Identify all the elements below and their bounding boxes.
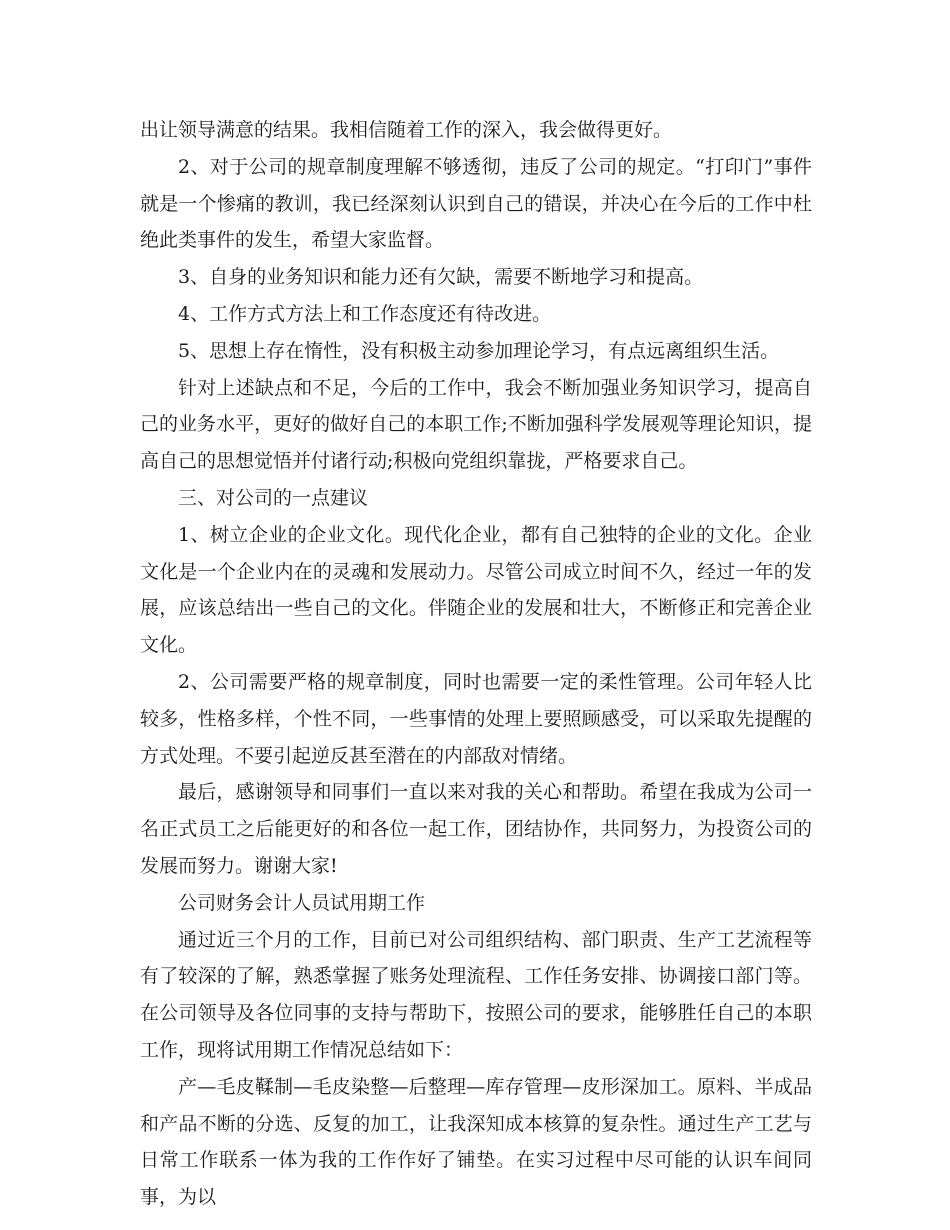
paragraph-continuation: 出让领导满意的结果。我相信随着工作的深入，我会做得更好。 [140,119,673,141]
paragraph-item-3: 3、自身的业务知识和能力还有欠缺，需要不断地学习和提高。 [178,266,704,289]
paragraph-closing: 最后，感谢领导和同事们一直以来对我的关心和帮助。希望在我成为公司一名正式员工之后能更好的和各位一起工作，团结协作，共同努力，为投资公司的发展而努力。谢谢大家! [140,781,812,877]
paragraph-production-process: 产—毛皮鞣制—毛皮染整—后整理—库存管理—皮形深加工。原料、半成品和产品不断的分选、反复的加工，让我深知成本核算的复杂性。通过生产工艺与日常工作联系一体为我的工作作好了铺垫。在实习过程中尽可能的认识车间同事，为以 [140,1075,812,1209]
section-heading-suggestions: 三、对公司的一点建议 [178,486,369,509]
paragraph-item-4: 4、工作方式方法上和工作态度还有待改进。 [178,302,552,325]
paragraph-suggestion-1: 1、树立企业的企业文化。现代化企业，都有自己独特的企业的文化。企业文化是一个企业内在的灵魂和发展动力。尽管公司成立时间不久，经过一年的发展，应该总结出一些自己的文化。伴随企业的发展和壮大，不断修正和完善企业文化。 [140,523,812,657]
section-title-probation-summary: 公司财务会计人员试用期工作 [178,891,426,914]
document-page [140,112,812,1216]
paragraph-probation-intro: 通过近三个月的工作，目前已对公司组织结构、部门职责、生产工艺流程等有了较深的了解，熟悉掌握了账务处理流程、工作任务安排、协调接口部门等。在公司领导及各位同事的支持与帮助下，按照公司的要求，能够胜任自己的本职工作，现将试用期工作情况总结如下： [140,928,812,1061]
paragraph-item-2: 2、对于公司的规章制度理解不够透彻，违反了公司的规定。“打印门”事件就是一个惨痛的教训，我已经深刻认识到自己的错误，并决心在今后的工作中杜绝此类事件的发生，希望大家监督。 [140,155,812,252]
paragraph-item-5: 5、思想上存在惰性，没有积极主动参加理论学习，有点远离组织生活。 [178,339,780,362]
paragraph-suggestion-2: 2、公司需要严格的规章制度，同时也需要一定的柔性管理。公司年轻人比较多，性格多样，个性不同，一些事情的处理上要照顾感受，可以采取先提醒的方式处理。不要引起逆反甚至潜在的内部敌对情绪。 [140,670,812,767]
paragraph-improvement-plan: 针对上述缺点和不足，今后的工作中，我会不断加强业务知识学习，提高自己的业务水平，更好的做好自己的本职工作;不断加强科学发展观等理论知识，提高自己的思想觉悟并付诸行动;积极向党组织靠拢，严格要求自己。 [140,376,812,473]
